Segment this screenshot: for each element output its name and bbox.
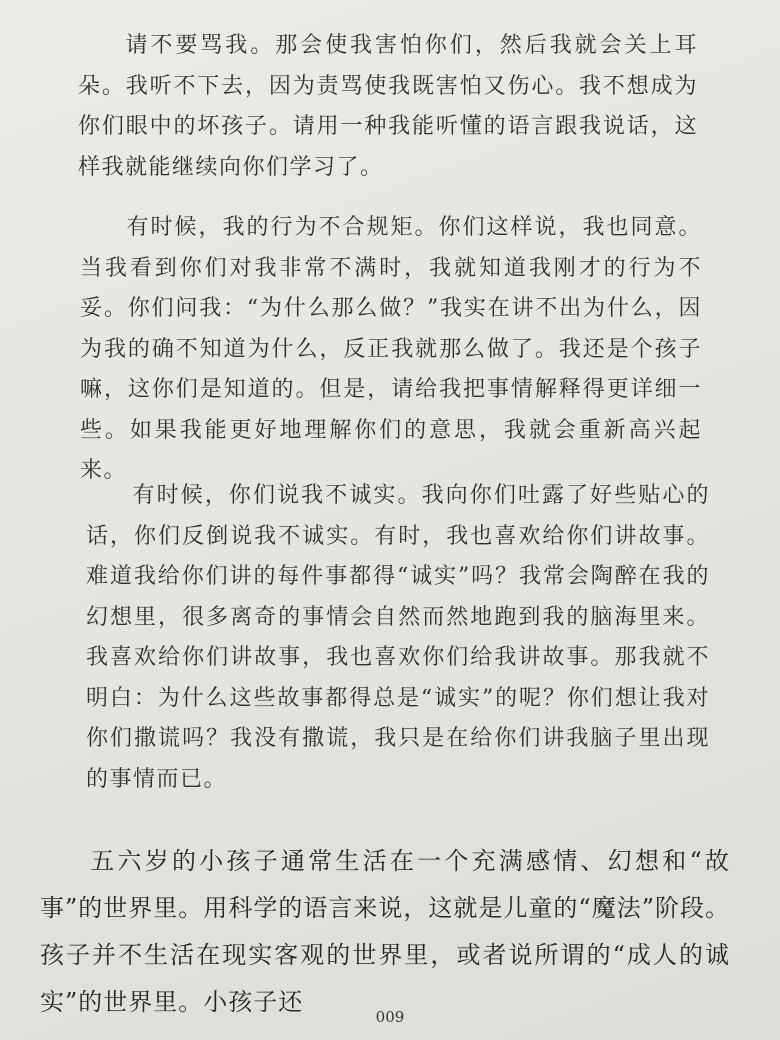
paragraph-3-text: 有时候，你们说我不诚实。我向你们吐露了好些贴心的话，你们反倒说我不诚实。有时，我也喜欢给你们讲故事。难道我给你们讲的每件事都得“诚实”吗？我常会陶醉在我的幻想里，很多离奇的事情会自然而然地跑到我的脑海里来。我喜欢给你们讲故事，我也喜欢你们给我讲故事。那我就不明白：为什么这些故事都得总是“诚实”的呢？你们想让我对你们撒谎吗？我没有撒谎，我只是在给你们讲我脑子里出现的事情而已。	[86, 483, 710, 792]
paragraph-1-text: 请不要骂我。那会使我害怕你们，然后我就会关上耳朵。我听不下去，因为责骂使我既害怕又伤心。我不想成为你们眼中的坏孩子。请用一种我能听懂的语言跟我说话，这样我就能继续向你们学习了。	[78, 33, 698, 180]
page-number: 009	[375, 1008, 405, 1026]
commentary-paragraph	[40, 838, 730, 1026]
paragraph-2-text: 有时候，我的行为不合规矩。你们这样说，我也同意。当我看到你们对我非常不满时，我就知道我刚才的行为不妥。你们问我：“为什么那么做？”我实在讲不出为什么，因为我的确不知道为什么，反正我就那么做了。我还是个孩子嘛，这你们是知道的。但是，请给我把事情解释得更详细一些。如果我能更好地理解你们的意思，我就会重新高兴起来。	[80, 215, 702, 483]
paragraph-2	[80, 208, 702, 492]
paragraph-1	[78, 26, 698, 188]
paragraph-3	[86, 476, 710, 800]
commentary-paragraph-text: 五六岁的小孩子通常生活在一个充满感情、幻想和“故事”的世界里。用科学的语言来说，这就是儿童的“魔法”阶段。孩子并不生活在现实客观的世界里，或者说所谓的“成人的诚实”的世界里。小孩子还	[40, 847, 730, 1016]
